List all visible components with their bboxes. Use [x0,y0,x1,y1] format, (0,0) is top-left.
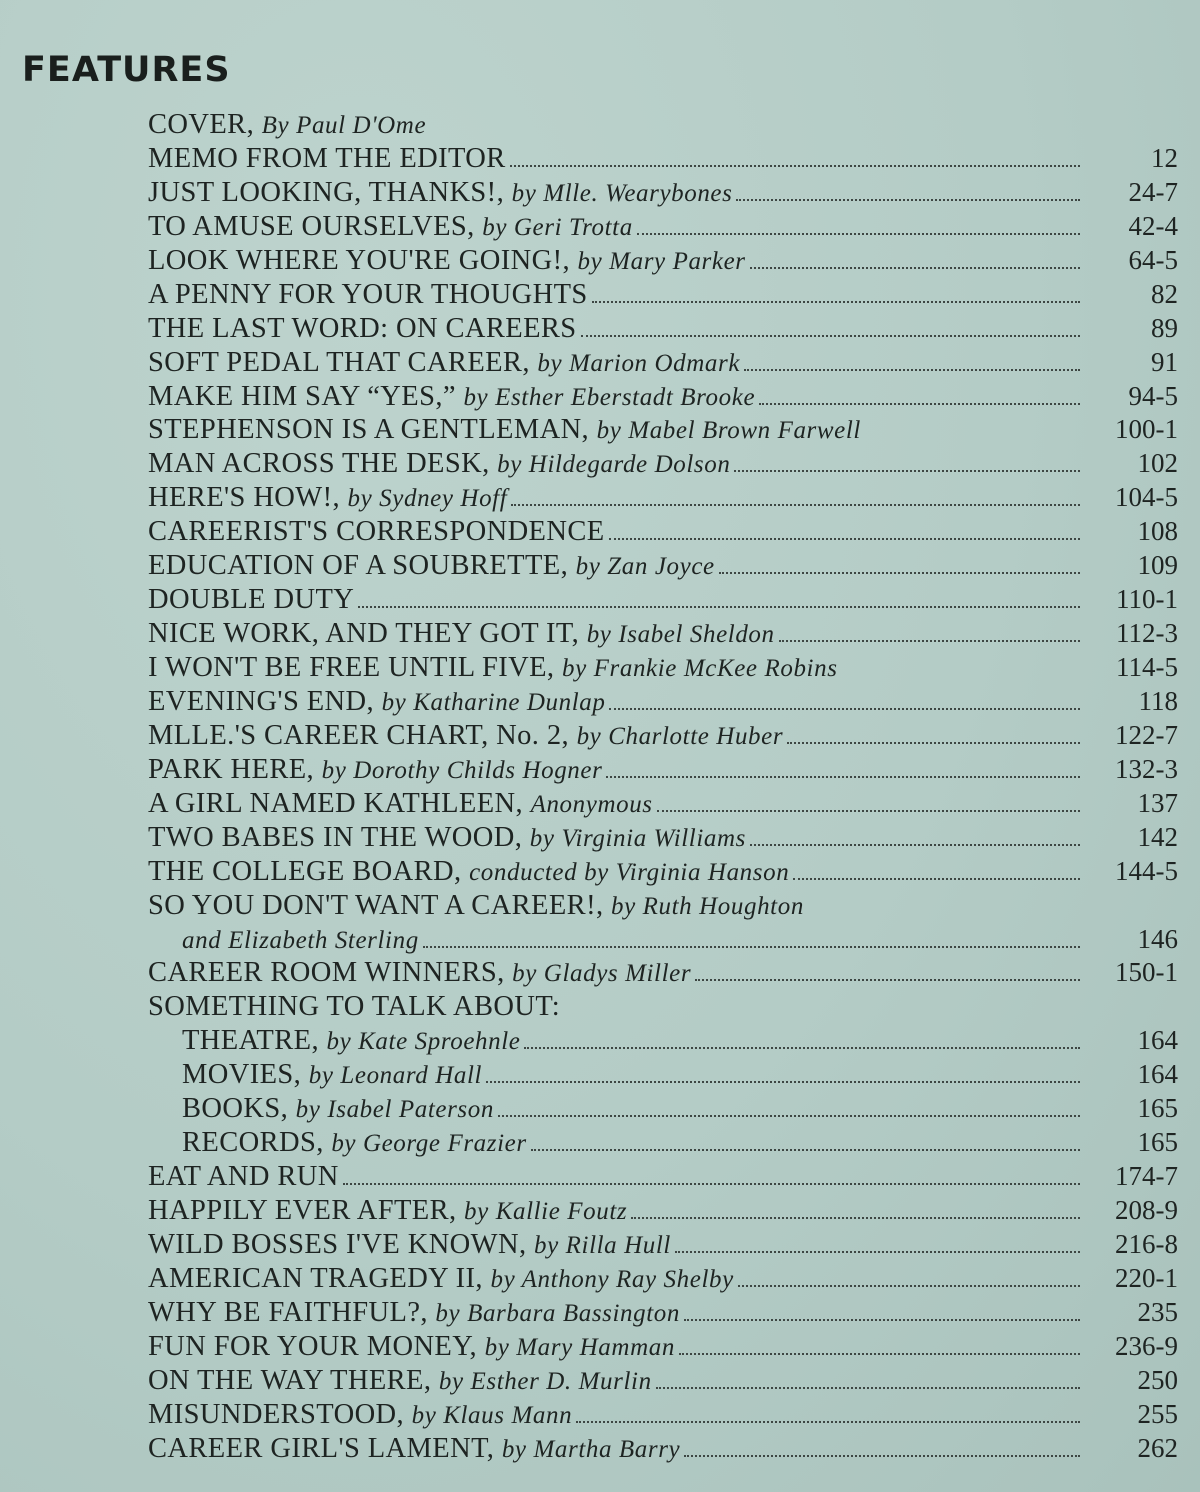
entry-byline: by Barbara Bassington [435,1299,680,1327]
entry-title: MEMO FROM THE EDITOR [148,142,506,174]
dot-leader [498,1115,1080,1117]
entry-byline: by Frankie McKee Robins [562,655,838,682]
dot-leader [675,1251,1080,1253]
dot-leader [684,1455,1080,1457]
toc-entry[interactable] [148,685,1178,719]
entry-page-number: 12 [1151,142,1178,173]
entry-byline: by Charlotte Huber [576,722,784,750]
entry-byline: by Gladys Miller [512,960,692,988]
entry-byline: by Mabel Brown Farwell [596,417,861,445]
dot-leader [486,1081,1080,1083]
entry-title: CAREER GIRL'S LAMENT, [148,1432,495,1464]
entry-byline: by Geri Trotta [482,213,633,241]
entry-lead [148,108,426,143]
dot-leader [343,1183,1080,1185]
entry-title: STEPHENSON IS A GENTLEMAN, [148,414,590,446]
entry-title: PARK HERE, [148,753,315,785]
entry-byline: by Martha Barry [501,1435,681,1463]
dot-leader [609,708,1080,710]
entry-lead [148,142,506,176]
entry-lead [148,956,691,991]
entry-title: TO AMUSE OURSELVES, [148,210,475,242]
dot-leader [750,844,1080,846]
entry-lines [148,889,1178,957]
table-of-contents [148,108,1178,1466]
entry-line-1 [148,889,1178,923]
entry-title: I WON'T BE FREE UNTIL FIVE, [148,652,555,683]
toc-entry[interactable] [148,176,1178,210]
entry-title: FUN FOR YOUR MONEY, [148,1330,478,1362]
entry-page-number: 110-1 [1116,584,1178,615]
entry-title: CAREER ROOM WINNERS, [148,957,505,989]
entry-page-number: 208-9 [1115,1195,1178,1226]
entry-page-number: 144-5 [1115,855,1178,886]
entry-title: EVENING'S END, [148,685,375,717]
entry-title: DOUBLE DUTY [148,584,355,616]
dot-leader [510,165,1080,167]
entry-byline: by Mary Hamman [484,1333,675,1361]
toc-entry[interactable] [148,481,1178,515]
toc-entry[interactable] [148,990,1178,1024]
entry-page-number: 114-5 [1116,652,1178,682]
dot-leader [738,1285,1080,1287]
toc-entry[interactable] [148,651,1178,685]
entry-page-number: 236-9 [1115,1330,1178,1361]
toc-entry[interactable] [148,583,1178,617]
entry-page-number: 118 [1138,685,1178,716]
entry-lead [148,278,588,312]
entry-page-number: 220-1 [1115,1262,1178,1293]
toc-entry[interactable] [148,1296,1178,1330]
entry-title: LOOK WHERE YOU'RE GOING!, [148,244,570,276]
entry-lead [148,787,653,822]
entry-page-number: 137 [1137,787,1178,818]
entry-lead [148,1330,675,1365]
entry-page-number: 100-1 [1115,414,1178,445]
toc-entry[interactable] [148,108,1178,142]
entry-page-number: 174-7 [1115,1161,1178,1192]
entry-lead [148,651,838,686]
entry-title: JUST LOOKING, THANKS!, [148,176,505,208]
toc-entry[interactable] [148,515,1178,549]
toc-entry-two-line[interactable] [148,889,1178,957]
entry-lead [148,1228,671,1263]
entry-byline: By Paul D'Ome [261,112,427,139]
entry-page-number: 216-8 [1115,1228,1178,1259]
toc-entry[interactable] [148,753,1178,787]
entry-page-number: 146 [1137,923,1178,954]
entry-byline: by Hildegarde Dolson [497,451,731,479]
entry-lead [148,753,602,788]
entry-title: A PENNY FOR YOUR THOUGHTS [148,278,588,310]
entry-title: MOVIES, [182,1059,302,1091]
entry-title: THE LAST WORD: ON CAREERS [148,312,577,344]
entry-line-2 [148,923,1178,957]
entry-lead [148,923,419,958]
entry-lead [148,617,775,652]
toc-entry[interactable] [148,1398,1178,1432]
entry-title: AMERICAN TRAGEDY II, [148,1262,483,1294]
dot-leader [734,470,1080,472]
entry-byline: by Esther Eberstadt Brooke [463,383,756,411]
dot-leader [779,640,1080,642]
entry-page-number: 150-1 [1115,957,1178,988]
dot-leader [695,979,1080,981]
entry-title: EAT AND RUN [148,1161,339,1193]
toc-entry[interactable] [148,855,1178,889]
entry-lead [148,176,732,211]
toc-entry[interactable] [148,1330,1178,1364]
entry-byline: by Isabel Sheldon [586,621,775,649]
entry-page-number: 142 [1137,821,1178,852]
dot-leader [657,810,1080,812]
toc-entry[interactable] [148,1024,1178,1058]
dot-leader [576,1421,1080,1423]
entry-byline: by Kallie Foutz [464,1198,628,1226]
dot-leader [358,606,1080,608]
entry-page-number: 262 [1137,1432,1178,1463]
entry-byline: by George Frazier [331,1130,527,1158]
entry-byline: by Leonard Hall [308,1062,483,1090]
dot-leader [759,403,1080,405]
toc-entry[interactable] [148,447,1178,481]
entry-lead [148,719,783,754]
entry-page-number: 122-7 [1115,719,1178,750]
dot-leader [511,504,1080,506]
toc-entry[interactable] [148,1160,1178,1194]
entry-page-number: 164 [1137,1059,1178,1090]
entry-title: SOFT PEDAL THAT CAREER, [148,346,530,378]
entry-lead [148,1398,572,1433]
toc-entry[interactable] [148,142,1178,176]
entry-page-number: 165 [1137,1093,1178,1124]
entry-lead [148,1262,734,1297]
entry-lead [148,380,755,415]
toc-entry[interactable] [148,719,1178,753]
entry-title: MLLE.'S CAREER CHART, No. 2, [148,719,570,751]
entry-page-number: 89 [1151,312,1178,343]
entry-page-number: 112-3 [1116,618,1178,649]
entry-page-number: 24-7 [1128,176,1178,207]
toc-entry[interactable] [148,1432,1178,1466]
dot-leader [581,335,1080,337]
entry-page-number: 109 [1137,550,1178,581]
entry-title: WILD BOSSES I'VE KNOWN, [148,1228,527,1260]
dot-leader [736,199,1080,201]
entry-page-number: 64-5 [1128,244,1178,275]
entry-title: COVER, [148,109,255,140]
dot-leader [592,301,1080,303]
entry-page-number: 235 [1137,1296,1178,1327]
entry-byline-continued: and Elizabeth Sterling [182,926,419,954]
entry-byline: by Sydney Hoff [347,485,508,513]
entry-title: CAREERIST'S CORRESPONDENCE [148,516,605,548]
entry-lead [148,515,605,549]
entry-lead [148,447,730,482]
dot-leader [609,538,1080,540]
entry-title: MAN ACROSS THE DESK, [148,448,490,480]
entry-title: TWO BABES IN THE WOOD, [148,821,523,853]
entry-title: BOOKS, [182,1093,289,1125]
toc-entry[interactable] [148,312,1178,346]
entry-title: NICE WORK, AND THEY GOT IT, [148,618,580,650]
dot-leader [719,572,1080,574]
entry-title: THE COLLEGE BOARD, [148,855,462,887]
entry-byline: by Kate Sproehnle [326,1028,521,1056]
toc-entry[interactable] [148,787,1178,821]
toc-entry[interactable] [148,1194,1178,1228]
entry-lead [148,244,746,279]
entry-byline: by Marion Odmark [537,349,741,377]
entry-byline: by Zan Joyce [575,553,715,581]
toc-entry[interactable] [148,617,1178,651]
dot-leader [531,1149,1080,1151]
entry-lead [148,583,354,617]
toc-entry[interactable] [148,244,1178,278]
entry-byline: by Virginia Williams [529,824,746,852]
entry-page-number: 42-4 [1128,210,1178,241]
entry-page-number: 104-5 [1115,482,1178,513]
toc-entry[interactable] [148,1364,1178,1398]
entry-title: RECORDS, [182,1127,324,1159]
entry-lead [148,1024,520,1059]
dot-leader [631,1217,1080,1219]
dot-leader [637,233,1080,235]
entry-lead [148,1160,339,1194]
entry-lead [148,1092,494,1127]
entry-page-number: 94-5 [1128,380,1178,411]
dot-leader [679,1353,1080,1355]
entry-title: SO YOU DON'T WANT A CAREER!, [148,889,604,921]
entry-byline: conducted by Virginia Hanson [469,858,790,886]
dot-leader [423,946,1080,948]
dot-leader [656,1387,1080,1389]
entry-byline: by Anthony Ray Shelby [490,1265,734,1293]
section-heading: FEATURES [22,50,231,90]
toc-entry[interactable] [148,1126,1178,1160]
entry-lead [148,413,861,448]
entry-page-number: 102 [1137,448,1178,479]
entry-title: THEATRE, [182,1025,319,1057]
toc-entry[interactable] [148,380,1178,414]
entry-byline: by Rilla Hull [534,1231,671,1259]
entry-lead [148,990,560,1024]
dot-leader [787,742,1080,744]
entry-page-number: 108 [1137,516,1178,547]
dot-leader [750,267,1080,269]
entry-page-number: 132-3 [1115,753,1178,784]
entry-lead [148,855,789,890]
entry-page-number: 91 [1151,346,1178,377]
entry-lead [148,1126,527,1161]
entry-title: EDUCATION OF A SOUBRETTE, [148,550,569,582]
entry-title: HAPPILY EVER AFTER, [148,1195,457,1227]
entry-lead [148,312,577,346]
entry-title: SOMETHING TO TALK ABOUT: [148,991,561,1023]
entry-lead [148,1432,680,1467]
entry-title: HERE'S HOW!, [148,482,340,514]
entry-byline: by Dorothy Childs Hogner [321,756,603,784]
entry-byline: by Katharine Dunlap [381,688,606,716]
entry-byline: by Ruth Houghton [611,892,804,920]
toc-entry[interactable] [148,1228,1178,1262]
dot-leader [793,878,1080,880]
toc-entry[interactable] [148,956,1178,990]
entry-byline: Anonymous [530,790,653,818]
entry-page-number: 82 [1151,278,1178,309]
dot-leader [606,776,1080,778]
entry-lead [148,210,633,245]
entry-page-number: 255 [1137,1398,1178,1429]
entry-title: A GIRL NAMED KATHLEEN, [148,787,524,819]
toc-entry[interactable] [148,278,1178,312]
entry-page-number: 164 [1137,1025,1178,1056]
entry-title: ON THE WAY THERE, [148,1364,432,1396]
toc-entry[interactable] [148,1262,1178,1296]
toc-entry[interactable] [148,346,1178,380]
entry-title: MISUNDERSTOOD, [148,1398,405,1430]
toc-entry[interactable] [148,821,1178,855]
entry-title: WHY BE FAITHFUL?, [148,1296,428,1328]
dot-leader [684,1319,1080,1321]
dot-leader [744,369,1080,371]
entry-byline: by Mary Parker [577,247,746,275]
entry-lead [148,1194,627,1229]
entry-page-number: 165 [1137,1127,1178,1158]
entry-lead [148,889,804,924]
entry-lead [148,685,605,720]
entry-title: MAKE HIM SAY “YES,” [148,380,456,412]
entry-byline: by Klaus Mann [411,1401,573,1429]
entry-lead [148,549,715,584]
entry-page-number: 250 [1137,1364,1178,1395]
entry-lead [148,346,740,381]
entry-lead [148,481,507,516]
entry-byline: by Mlle. Wearybones [511,179,733,207]
dot-leader [524,1047,1080,1049]
entry-lead [148,821,746,856]
toc-entry[interactable] [148,1092,1178,1126]
toc-entry[interactable] [148,413,1178,447]
toc-entry[interactable] [148,549,1178,583]
toc-entry[interactable] [148,210,1178,244]
entry-lead [148,1364,652,1399]
entry-byline: by Esther D. Murlin [438,1367,652,1395]
entry-byline: by Isabel Paterson [295,1096,494,1124]
entry-lead [148,1058,482,1093]
entry-lead [148,1296,680,1331]
toc-entry[interactable] [148,1058,1178,1092]
